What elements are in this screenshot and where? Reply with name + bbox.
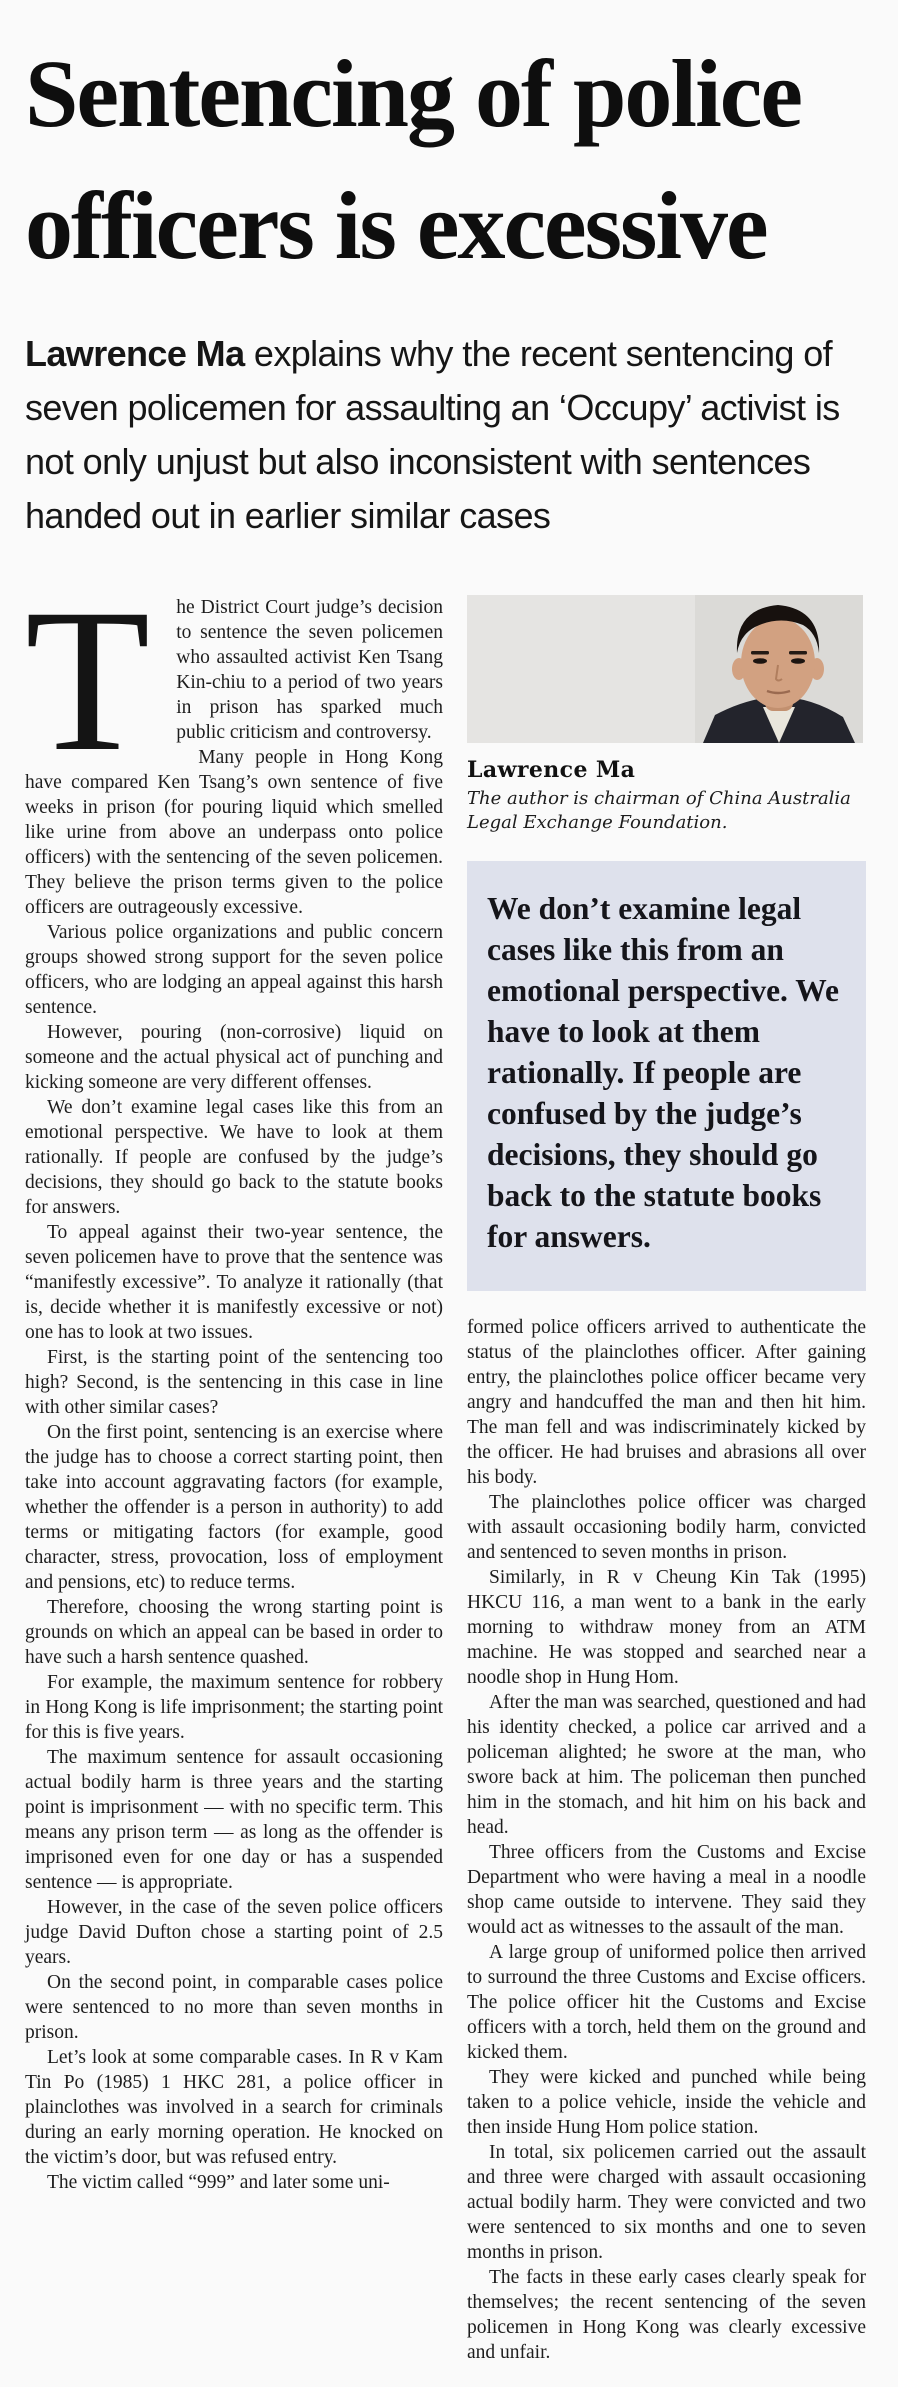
pull-quote-box — [467, 861, 866, 1291]
left-column-paragraphs — [25, 745, 443, 2195]
pull-quote-text: We don’t examine legal cases like this from an emotional perspective. We have to look at them rationally. If people are confused by the judge’s decisions, they should go back to the statute books for answers. — [487, 890, 839, 1254]
body-paragraph: On the second point, in comparable cases police were sentenced to no more than seven months in prison. — [25, 1971, 443, 2043]
headline: Sentencing of police officers is excessive — [25, 40, 801, 280]
body-paragraph: Various police organizations and public concern groups showed strong support for the seven police officers, who are lodging an appeal against this harsh sentence. — [25, 921, 443, 1018]
body-paragraph: Three officers from the Customs and Excise Department who were having a meal in a noodle shop came outside to intervene. They said they would act as witnesses to the assault of the man. — [467, 1841, 866, 1938]
body-paragraph: On the first point, sentencing is an exercise where the judge has to choose a correct starting point, then take into account aggravating factors (for example, whether the offender is a person in authority) to add terms or mitigating factors (for example, good character, stress, provocation, loss of employment and pensions, etc) to reduce terms. — [25, 1421, 443, 1593]
body-paragraph: They were kicked and punched while being taken to a police vehicle, inside the vehicle and then inside Hung Hom police station. — [467, 2066, 866, 2138]
body-paragraph: Therefore, choosing the wrong starting point is grounds on which an appeal can be based in order to have such a harsh sentence quashed. — [25, 1596, 443, 1668]
body-paragraph: To appeal against their two-year sentence, the seven policemen have to prove that the sentence was “manifestly excessive”. To analyze it rationally (that is, decide whether it is manifestly excessive or not) one has to look at two issues. — [25, 1221, 443, 1343]
body-left-column — [25, 566, 443, 2365]
body-paragraph: Similarly, in R v Cheung Kin Tak (1995) HKCU 116, a man went to a bank in the early morning to withdraw money from an ATM machine. He was stopped and searched near a noodle shop in Hung Hom. — [467, 1566, 866, 1688]
body-paragraph: However, in the case of the seven police officers judge David Dufton chose a starting point of 2.5 years. — [25, 1896, 443, 1968]
body-paragraph: The facts in these early cases clearly speak for themselves; the recent sentencing of the seven policemen in Hong Kong was clearly excessive and unfair. — [467, 2266, 866, 2363]
body-paragraph: However, pouring (non-corrosive) liquid on someone and the actual physical act of punching and kicking someone are very different offenses. — [25, 1021, 443, 1093]
article-columns — [25, 566, 871, 2365]
lead-paragraph — [25, 566, 443, 794]
body-paragraph: For example, the maximum sentence for robbery in Hong Kong is life imprisonment; the starting point for this is five years. — [25, 1671, 443, 1743]
body-paragraph: The plainclothes police officer was charged with assault occasioning bodily harm, convicted and sentenced to seven months in prison. — [467, 1491, 866, 1563]
body-paragraph: Many people in Hong Kong have compared Ken Tsang’s own sentence of five weeks in prison (for pouring liquid which smelled like urine from above an underpass onto police officers) with the sentencing of the seven policemen. They believe the prison terms given to the police officers are outrageously excessive. — [25, 746, 443, 918]
body-paragraph: The victim called “999” and later some uni- — [47, 2171, 390, 2193]
standfirst — [25, 327, 871, 543]
author-bio: The author is chairman of China Australia Legal Exchange Foundation. — [467, 787, 851, 833]
body-right-column — [467, 595, 866, 2365]
standfirst-text: explains why the recent sentencing of seven policemen for assaulting an ‘Occupy’ activist is not only unjust but also inconsistent with sentences handed out in earlier similar cases — [25, 332, 840, 536]
right-column-paragraphs — [467, 1315, 866, 2365]
standfirst-author: Lawrence Ma — [25, 332, 245, 374]
author-portrait-photo — [467, 595, 863, 743]
body-paragraph: formed police officers arrived to authenticate the status of the plainclothes officer. After gaining entry, the plainclothes police officer became very angry and handcuffed the man and then hit him. The man fell and was indiscriminately kicked by the officer. He had bruises and abrasions all over his body. — [467, 1316, 866, 1488]
body-paragraph: First, is the starting point of the sentencing too high? Second, is the sentencing in this case in line with other similar cases? — [25, 1346, 443, 1418]
body-paragraph: The maximum sentence for assault occasioning actual bodily harm is three years and the starting point is imprisonment — with no specific term. This means any prison term — as long as the offender is imprisoned even for one day or has a suspended sentence — is appropriate. — [25, 1746, 443, 1893]
author-name: Lawrence Ma — [467, 756, 636, 783]
photo-caption — [467, 757, 866, 835]
body-paragraph: We don’t examine legal cases like this from an emotional perspective. We have to look at them rationally. If people are confused by the judge’s decisions, they should go back to the statute books for answers. — [25, 1096, 443, 1218]
body-paragraph: Let’s look at some comparable cases. In R v Kam Tin Po (1985) 1 HKC 281, a police officer in plainclothes was involved in a search for criminals during an early morning operation. He knocked on the victim’s door, but was refused entry. — [25, 2046, 443, 2168]
drop-cap: T — [25, 566, 151, 794]
body-paragraph: After the man was searched, questioned and had his identity checked, a police car arrived and a policeman alighted; he swore at the man, who swore back at him. The policeman then punched him in the stomach, and hit him on his back and head. — [467, 1691, 866, 1838]
body-paragraph: A large group of uniformed police then arrived to surround the three Customs and Excise officers. The police officer hit the Customs and Excise officers with a torch, held them on the ground and kicked them. — [467, 1941, 866, 2063]
body-paragraph: In total, six policemen carried out the assault and three were charged with assault occasioning actual bodily harm. They were convicted and two were sentenced to six months and one to seven months in prison. — [467, 2141, 866, 2263]
lead-paragraph-text: he District Court judge’s decision to sentence the seven policemen who assaulted activist Ken Tsang Kin-chiu to a period of two years in prison has sparked much public criticism and controversy. — [176, 596, 443, 743]
